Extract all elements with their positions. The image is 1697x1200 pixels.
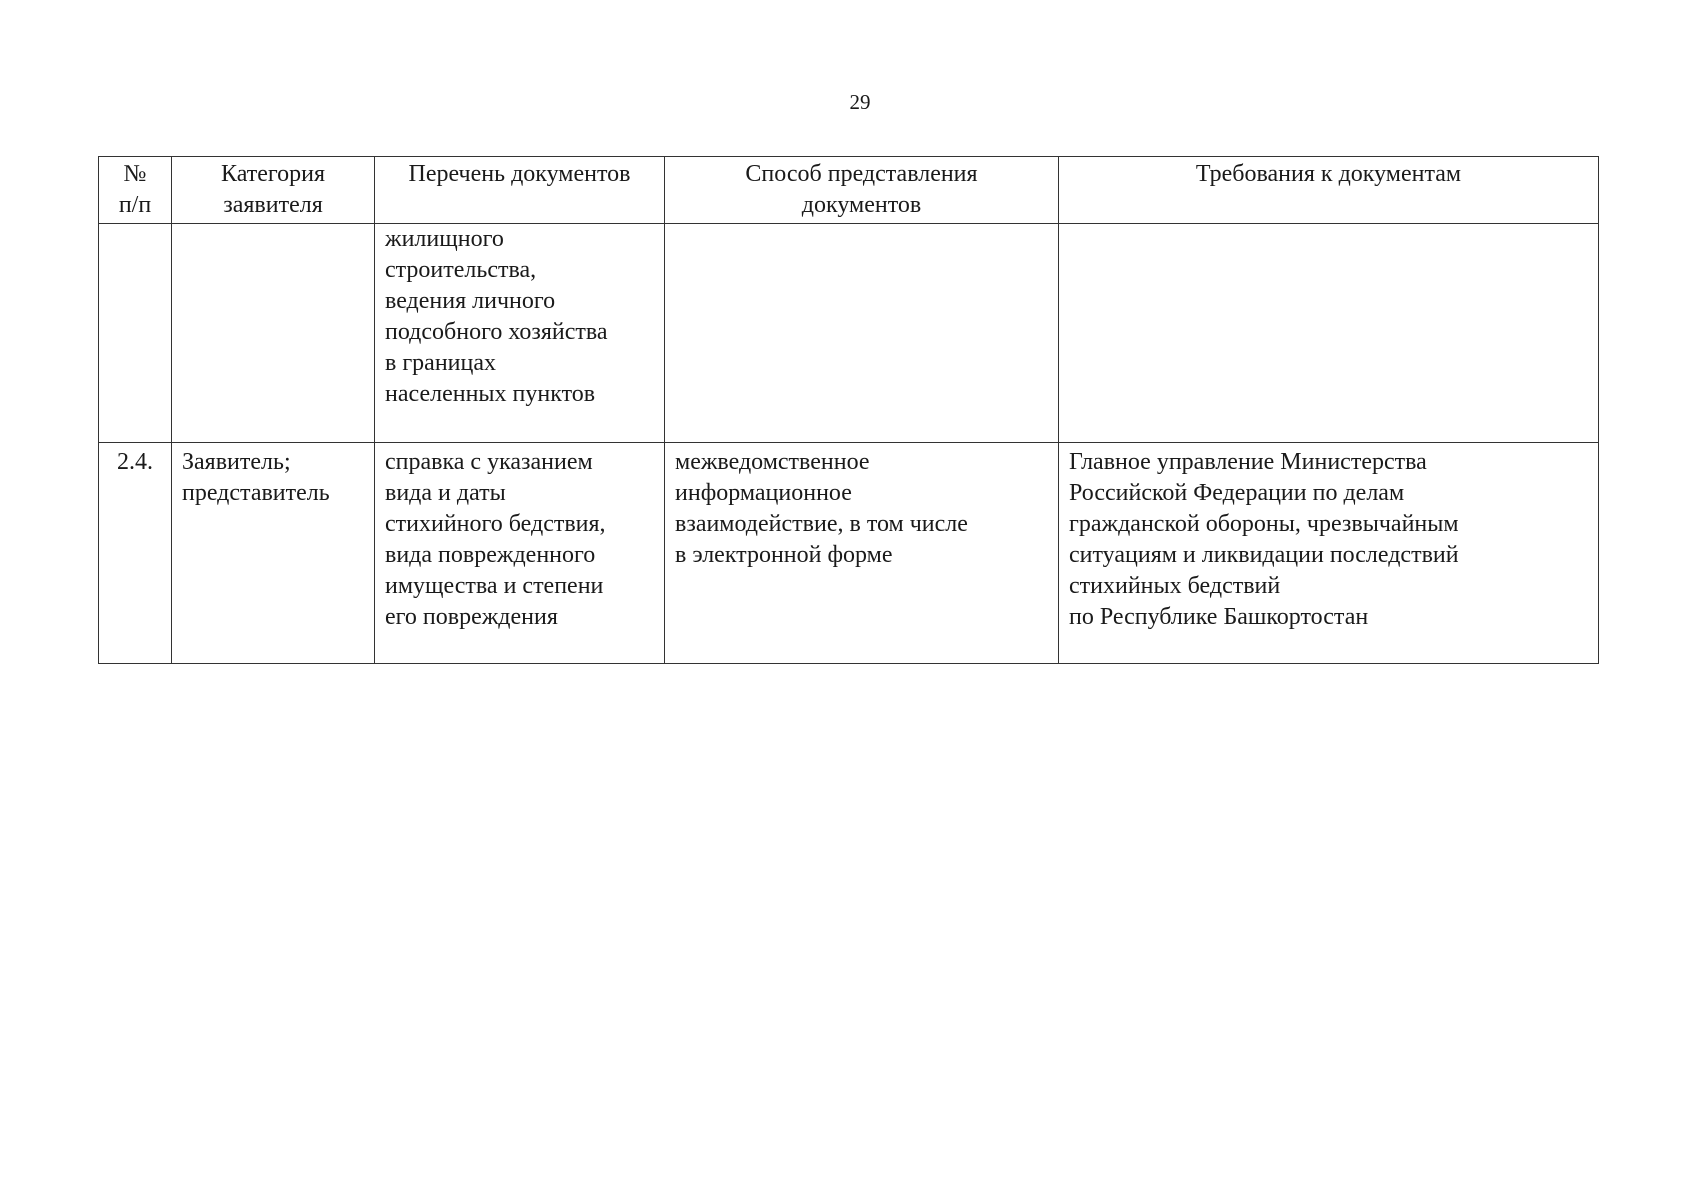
header-applicant-category: Категория заявителя bbox=[172, 157, 375, 224]
row-requirements-cell bbox=[1059, 224, 1599, 443]
table-row bbox=[99, 443, 1599, 664]
row-category-cell: Заявитель; представитель bbox=[172, 443, 375, 664]
header-submission-method: Способ представления документов bbox=[665, 157, 1059, 224]
header-document-requirements: Требования к документам bbox=[1059, 157, 1599, 224]
row-method-cell: межведомственное информационное взаимодействие, в том числе в электронной форме bbox=[665, 443, 1059, 664]
row-category-cell bbox=[172, 224, 375, 443]
header-documents-list: Перечень документов bbox=[375, 157, 665, 224]
row-documents-cell: жилищного строительства, ведения личного подсобного хозяйства в границах населенных пунктов bbox=[375, 224, 665, 443]
page-number: 29 bbox=[849, 90, 871, 114]
documents-table bbox=[98, 156, 1599, 664]
row-documents-cell: справка с указанием вида и даты стихийного бедствия, вида поврежденного имущества и степени его повреждения bbox=[375, 443, 665, 664]
header-number: № п/п bbox=[99, 157, 172, 224]
table-header-row bbox=[99, 157, 1599, 224]
row-number-cell bbox=[99, 224, 172, 443]
row-number-cell: 2.4. bbox=[99, 443, 172, 664]
row-method-cell bbox=[665, 224, 1059, 443]
row-requirements-cell: Главное управление Министерства Российской Федерации по делам гражданской обороны, чрезвычайным ситуациям и ликвидации последствий стихийных бедствий по Республике Башкортостан bbox=[1059, 443, 1599, 664]
table-row bbox=[99, 224, 1599, 443]
